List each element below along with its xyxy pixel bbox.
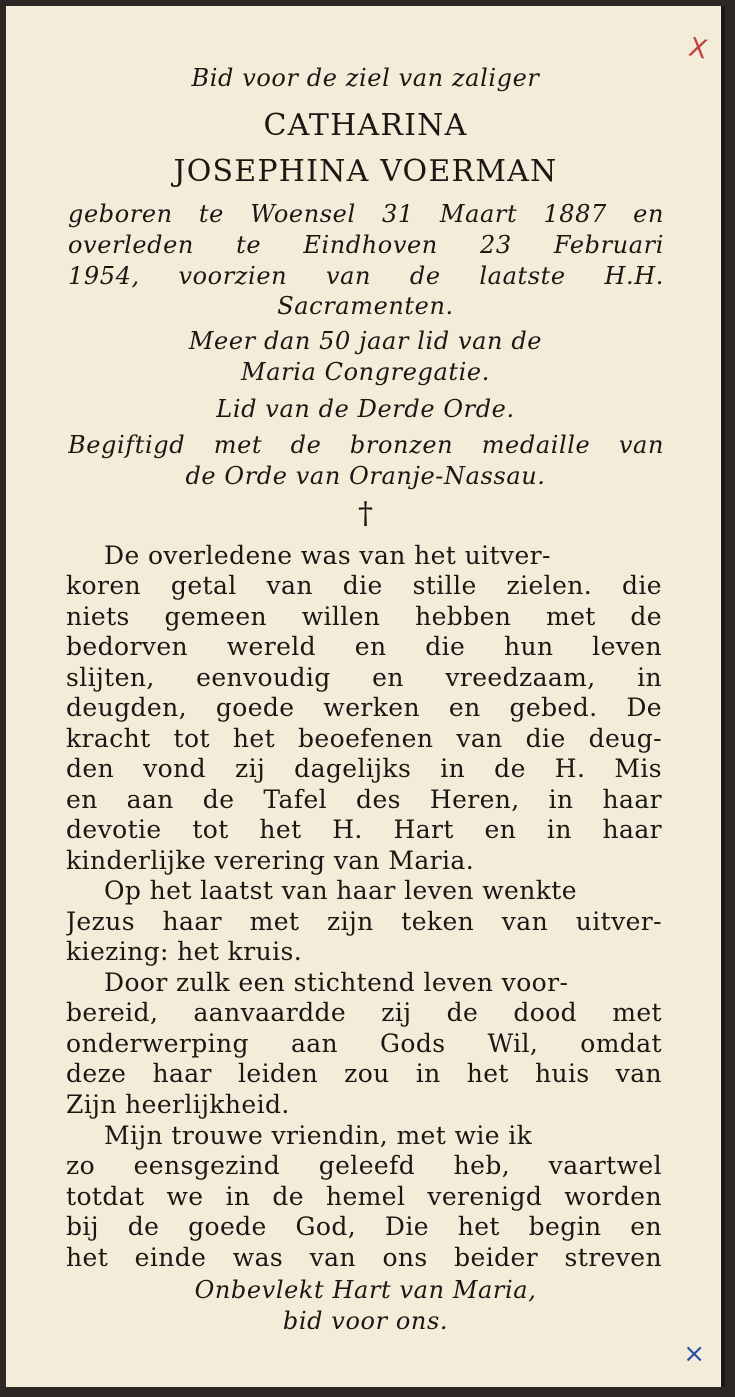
bio-line: 1954, voorzien van de laatste H.H. (68, 262, 664, 290)
body-line: De overledene was van het uitver- (104, 541, 551, 570)
body-line: den vond zij dagelijks in de H. Mis (66, 754, 662, 783)
body-line: Mijn trouwe vriendin, met wie ik (104, 1121, 533, 1150)
deceased-full-name: JOSEPHINA VOERMAN (173, 154, 558, 189)
body-line: niets gemeen willen hebben met de (66, 602, 662, 631)
body-line: Jezus haar met zijn teken van uitver- (66, 907, 662, 936)
bio-line: Maria Congregatie. (241, 358, 490, 386)
blue-pen-mark: × (683, 1339, 705, 1369)
closing-prayer: bid voor ons. (282, 1307, 449, 1335)
body-line: zo eensgezind geleefd heb, vaartwel (66, 1151, 662, 1180)
body-line: kracht tot het beoefenen van die deug- (66, 724, 662, 753)
bio-line: de Orde van Oranje-Nassau. (185, 462, 546, 490)
body-line: bedorven wereld en die hun leven (66, 632, 662, 661)
body-line: deze haar leiden zou in het huis van (66, 1059, 662, 1088)
body-line: Door zulk een stichtend leven voor- (104, 968, 569, 997)
prayer-card (6, 6, 725, 1387)
bio-line: Lid van de Derde Orde. (216, 395, 515, 423)
bio-line: Begiftigd met de bronzen medaille van (68, 431, 664, 459)
deceased-first-names: CATHARINA (263, 108, 468, 143)
body-line: slijten, eenvoudig en vreedzaam, in (66, 663, 662, 692)
red-pencil-mark: X (686, 32, 710, 66)
bio-line: Sacramenten. (277, 292, 454, 320)
body-line: totdat we in de hemel verenigd worden (66, 1182, 662, 1211)
body-line: deugden, goede werken en gebed. De (66, 693, 662, 722)
body-line: devotie tot het H. Hart en in haar (66, 815, 662, 844)
body-line: kinderlijke verering van Maria. (66, 846, 475, 875)
body-line: bij de goede God, Die het begin en (66, 1212, 662, 1241)
bio-line: Meer dan 50 jaar lid van de (188, 327, 543, 355)
body-line: koren getal van die stille zielen. die (66, 571, 662, 600)
body-line: Zijn heerlijkheid. (66, 1090, 290, 1119)
bio-line: overleden te Eindhoven 23 Februari (68, 231, 664, 259)
body-line: en aan de Tafel des Heren, in haar (66, 785, 662, 814)
body-line: onderwerping aan Gods Wil, omdat (66, 1029, 662, 1058)
body-line: het einde was van ons beider streven (66, 1243, 662, 1272)
body-line: Op het laatst van haar leven wenkte (104, 876, 577, 905)
intro-line: Bid voor de ziel van zaliger (191, 64, 540, 92)
body-line: bereid, aanvaardde zij de dood met (66, 998, 662, 1027)
body-line: kiezing: het kruis. (66, 937, 303, 966)
closing-invocation: Onbevlekt Hart van Maria, (194, 1276, 537, 1304)
cross-icon: † (358, 496, 373, 531)
bio-line: geboren te Woensel 31 Maart 1887 en (68, 200, 664, 228)
